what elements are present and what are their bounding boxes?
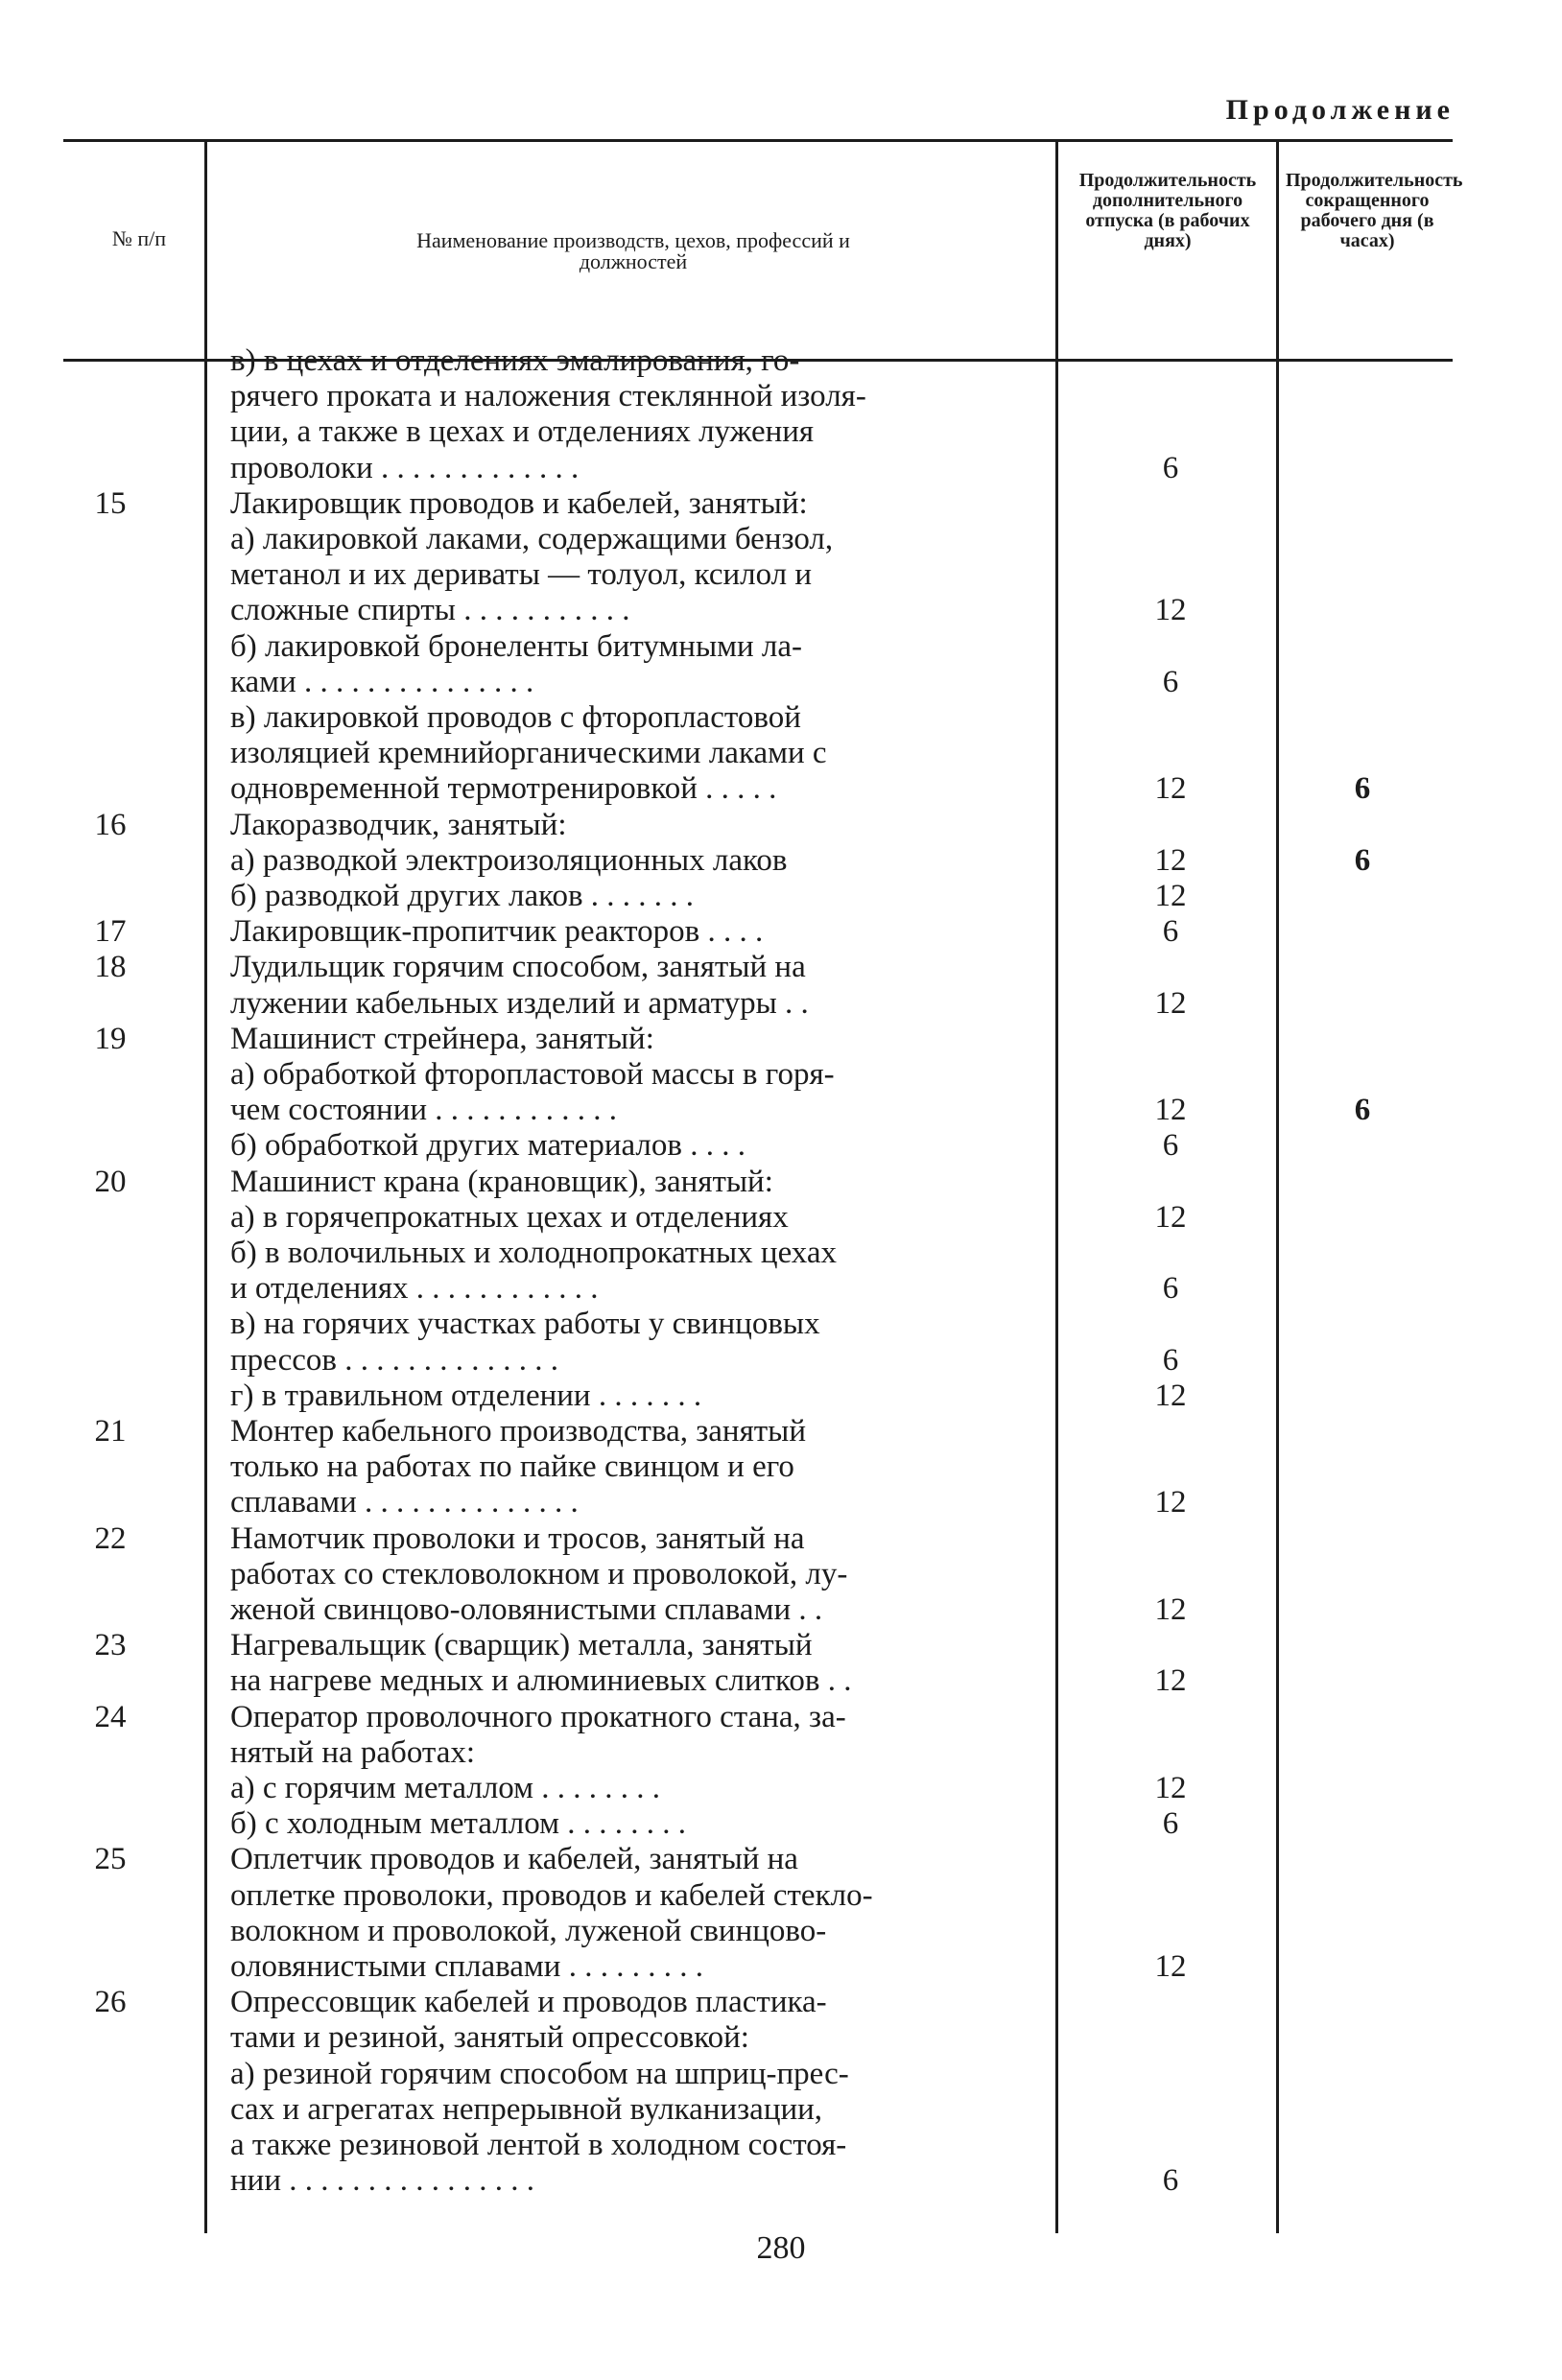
row-text: одновременной термотренировкой . . . . . bbox=[230, 771, 777, 807]
table-row bbox=[0, 1271, 1562, 1307]
row-text: ками . . . . . . . . . . . . . . . bbox=[230, 664, 534, 699]
row-text: рячего проката и наложения стеклянной изоля- bbox=[230, 379, 866, 414]
table-row bbox=[0, 1985, 1562, 2020]
table-row bbox=[0, 1735, 1562, 1771]
table-row bbox=[0, 771, 1562, 807]
table-row bbox=[0, 1307, 1562, 1342]
row-text: а) резиной горячим способом на шприц-прес- bbox=[230, 2056, 849, 2091]
table-row bbox=[0, 557, 1562, 593]
row-text: изоляцией кремнийорганическими лаками с bbox=[230, 736, 827, 771]
table-row bbox=[0, 879, 1562, 914]
table-row bbox=[0, 1771, 1562, 1806]
row-text: лужении кабельных изделий и арматуры . . bbox=[230, 985, 809, 1021]
extra-leave-days: 12 bbox=[1154, 1378, 1187, 1413]
row-text: нии . . . . . . . . . . . . . . . . bbox=[230, 2163, 534, 2199]
row-text: оловянистыми сплавами . . . . . . . . . bbox=[230, 1949, 703, 1984]
row-text: Машинист крана (крановщик), занятый: bbox=[230, 1164, 773, 1199]
extra-leave-days: 12 bbox=[1154, 771, 1187, 807]
row-number: 18 bbox=[94, 950, 127, 985]
table-row bbox=[0, 1200, 1562, 1236]
extra-leave-days: 6 bbox=[1162, 1806, 1179, 1842]
table-row bbox=[0, 1806, 1562, 1842]
row-text: в) на горячих участках работы у свинцовых bbox=[230, 1307, 820, 1342]
continuation-label: Продолжение bbox=[1225, 94, 1455, 126]
table-row bbox=[0, 1592, 1562, 1628]
table-row bbox=[0, 950, 1562, 985]
extra-leave-days: 12 bbox=[1154, 1949, 1187, 1984]
row-number: 20 bbox=[94, 1164, 127, 1199]
table-row bbox=[0, 1521, 1562, 1557]
row-text: тами и резиной, занятый опрессовкой: bbox=[230, 2020, 749, 2056]
table-row bbox=[0, 1485, 1562, 1520]
extra-leave-days: 12 bbox=[1154, 1663, 1187, 1699]
row-number: 24 bbox=[94, 1699, 127, 1734]
table-row bbox=[0, 1557, 1562, 1592]
row-number: 23 bbox=[94, 1628, 127, 1663]
row-text: прессов . . . . . . . . . . . . . . bbox=[230, 1342, 559, 1378]
row-number: 22 bbox=[94, 1520, 127, 1556]
table-row bbox=[0, 1414, 1562, 1449]
table-row bbox=[0, 665, 1562, 700]
table-row bbox=[0, 414, 1562, 450]
table-row bbox=[0, 843, 1562, 879]
row-text: б) обработкой других материалов . . . . bbox=[230, 1128, 746, 1164]
table-row bbox=[0, 522, 1562, 557]
table-row bbox=[0, 2057, 1562, 2092]
table-row bbox=[0, 1878, 1562, 1914]
row-text: б) лакировкой бронеленты битумными ла- bbox=[230, 628, 803, 664]
table-row bbox=[0, 914, 1562, 950]
table-row bbox=[0, 1343, 1562, 1379]
extra-leave-days: 12 bbox=[1154, 1093, 1187, 1128]
table-row bbox=[0, 1236, 1562, 1271]
extra-leave-days: 6 bbox=[1162, 1271, 1179, 1307]
row-text: б) в волочильных и холоднопрокатных цехах bbox=[230, 1236, 838, 1270]
row-text: сложные спирты . . . . . . . . . . . bbox=[230, 593, 630, 628]
table-row bbox=[0, 1949, 1562, 1985]
table-row bbox=[0, 629, 1562, 665]
row-text: Лакоразводчик, занятый: bbox=[230, 807, 567, 842]
row-text: проволоки . . . . . . . . . . . . . bbox=[230, 450, 580, 485]
table-row bbox=[0, 486, 1562, 522]
page-number: 280 bbox=[756, 2230, 806, 2266]
table-row bbox=[0, 1663, 1562, 1699]
header-col-num: № п/п bbox=[111, 226, 167, 250]
extra-leave-days: 12 bbox=[1154, 842, 1187, 878]
table-row bbox=[0, 1379, 1562, 1414]
table-row bbox=[0, 736, 1562, 771]
row-number: 25 bbox=[94, 1842, 127, 1877]
table-row bbox=[0, 1093, 1562, 1128]
row-text: Нагревальщик (сварщик) металла, занятый bbox=[230, 1628, 813, 1663]
row-text: Лакировщик-пропитчик реакторов . . . . bbox=[230, 914, 764, 950]
extra-leave-days: 6 bbox=[1162, 2163, 1179, 2199]
table-row bbox=[0, 986, 1562, 1022]
table-row bbox=[0, 1449, 1562, 1485]
row-text: сах и агрегатах непрерывной вулканизации, bbox=[230, 2091, 823, 2127]
row-number: 19 bbox=[94, 1021, 127, 1056]
row-number: 26 bbox=[94, 1985, 127, 2020]
row-text: а также резиновой лентой в холодном состоя- bbox=[230, 2128, 847, 2162]
row-text: нятый на работах: bbox=[230, 1734, 476, 1770]
extra-leave-days: 12 bbox=[1154, 1771, 1187, 1805]
row-text: женой свинцово-оловянистыми сплавами . . bbox=[230, 1592, 823, 1627]
row-text: г) в травильном отделении . . . . . . . bbox=[230, 1378, 702, 1413]
table-row bbox=[0, 1914, 1562, 1949]
extra-leave-days: 12 bbox=[1154, 593, 1187, 628]
row-text: работах со стекловолокном и проволокой, лу- bbox=[230, 1556, 848, 1591]
row-text: Лудильщик горячим способом, занятый на bbox=[230, 950, 806, 985]
row-text: Опрессовщик кабелей и проводов пластика- bbox=[230, 1985, 827, 2020]
table-row bbox=[0, 1700, 1562, 1735]
table-row bbox=[0, 2092, 1562, 2128]
table-row bbox=[0, 2128, 1562, 2163]
row-text: в) в цехах и отделениях эмалирования, го- bbox=[230, 343, 800, 378]
row-text: сплавами . . . . . . . . . . . . . . bbox=[230, 1485, 579, 1520]
row-number: 15 bbox=[94, 485, 127, 521]
row-text: волокном и проволокой, луженой свинцово- bbox=[230, 1913, 827, 1948]
row-text: Лакировщик проводов и кабелей, занятый: bbox=[230, 485, 808, 521]
header-col-short-day: Продолжительность сокращенного рабочего дня (в часах) bbox=[1286, 170, 1463, 251]
table-row bbox=[0, 343, 1562, 379]
row-text: в) лакировкой проводов с фторопластовой bbox=[230, 700, 801, 735]
row-text: Намотчик проволоки и тросов, занятый на bbox=[230, 1520, 805, 1556]
row-text: на нагреве медных и алюминиевых слитков . . bbox=[230, 1663, 852, 1699]
extra-leave-days: 12 bbox=[1154, 1485, 1187, 1520]
row-text: а) с горячим металлом . . . . . . . . bbox=[230, 1771, 661, 1805]
row-text: Машинист стрейнера, занятый: bbox=[230, 1021, 654, 1056]
header-col-name: Наименование производств, цехов, профессий и должностей bbox=[416, 228, 850, 273]
row-text: метанол и их дериваты — толуол, ксилол и bbox=[230, 557, 813, 593]
table-row bbox=[0, 1057, 1562, 1093]
row-number: 16 bbox=[94, 807, 127, 842]
row-text: только на работах по пайке свинцом и его bbox=[230, 1449, 794, 1485]
row-number: 21 bbox=[94, 1414, 127, 1449]
row-text: Оператор проволочного прокатного стана, за- bbox=[230, 1699, 846, 1734]
row-text: ции, а также в цехах и отделениях лужения bbox=[230, 414, 815, 450]
extra-leave-days: 12 bbox=[1154, 1199, 1187, 1235]
row-text: б) с холодным металлом . . . . . . . . bbox=[230, 1806, 686, 1842]
row-text: а) обработкой фторопластовой массы в горя- bbox=[230, 1057, 835, 1092]
table-row bbox=[0, 808, 1562, 843]
table-row bbox=[0, 1842, 1562, 1877]
row-text: чем состоянии . . . . . . . . . . . . bbox=[230, 1093, 618, 1128]
extra-leave-days: 6 bbox=[1162, 914, 1179, 950]
row-text: б) разводкой других лаков . . . . . . . bbox=[230, 879, 695, 913]
row-text: оплетке проволоки, проводов и кабелей стекло- bbox=[230, 1877, 873, 1913]
table-row bbox=[0, 1022, 1562, 1057]
extra-leave-days: 12 bbox=[1154, 879, 1187, 913]
row-text: Оплетчик проводов и кабелей, занятый на bbox=[230, 1842, 798, 1877]
table-row bbox=[0, 1128, 1562, 1164]
table-row bbox=[0, 451, 1562, 486]
extra-leave-days: 6 bbox=[1162, 1128, 1179, 1164]
extra-leave-days: 12 bbox=[1154, 985, 1187, 1021]
short-day-hours: 6 bbox=[1354, 1093, 1371, 1128]
extra-leave-days: 6 bbox=[1162, 1342, 1179, 1378]
row-text: и отделениях . . . . . . . . . . . . bbox=[230, 1271, 599, 1307]
header-col-extra-leave: Продолжительность дополнительного отпуска (в рабочих днях) bbox=[1078, 170, 1257, 251]
row-number: 17 bbox=[94, 914, 127, 950]
table-row bbox=[0, 593, 1562, 628]
row-text: а) разводкой электроизоляционных лаков bbox=[230, 842, 788, 878]
table-row bbox=[0, 379, 1562, 414]
table-row bbox=[0, 2020, 1562, 2056]
short-day-hours: 6 bbox=[1354, 842, 1371, 878]
table-row bbox=[0, 1165, 1562, 1200]
table-row bbox=[0, 700, 1562, 736]
table-top-rule bbox=[63, 139, 1453, 142]
extra-leave-days: 12 bbox=[1154, 1592, 1187, 1627]
table-row bbox=[0, 2163, 1562, 2199]
row-text: а) в горячепрокатных цехах и отделениях bbox=[230, 1199, 789, 1235]
extra-leave-days: 6 bbox=[1162, 450, 1179, 485]
short-day-hours: 6 bbox=[1354, 771, 1371, 807]
row-text: а) лакировкой лаками, содержащими бензол, bbox=[230, 522, 834, 556]
table-row bbox=[0, 1628, 1562, 1663]
row-text: Монтер кабельного производства, занятый bbox=[230, 1414, 807, 1449]
extra-leave-days: 6 bbox=[1162, 664, 1179, 699]
